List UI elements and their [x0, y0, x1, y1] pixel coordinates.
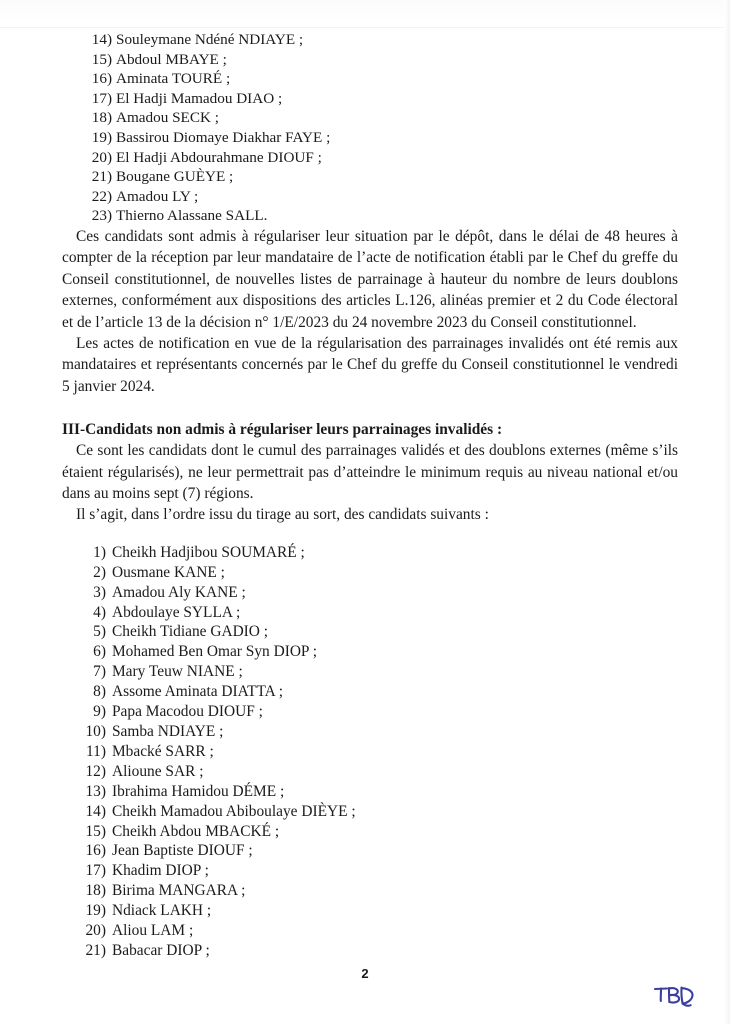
list-item: [88, 30, 678, 50]
list-item-number: 16): [85, 842, 106, 860]
list-item: [80, 662, 678, 682]
list-item-name: Cheikh Abdou MBACKÉ ;: [112, 822, 280, 840]
list-item: [80, 742, 678, 762]
list-item: [80, 563, 678, 583]
list-item-number: 18): [85, 882, 106, 900]
list-item-number: 3): [93, 583, 106, 601]
list-item-name: Souleymane Ndéné NDIAYE ;: [116, 31, 304, 48]
list-item: [80, 543, 678, 563]
list-item-number: 10): [85, 722, 106, 740]
list-item-name: Thierno Alassane SALL.: [116, 207, 268, 225]
list-item-name: Bougane GUÈYE ;: [116, 168, 234, 186]
list-item-name: Samba NDIAYE ;: [112, 722, 224, 740]
list-item-number: 13): [85, 782, 106, 800]
list-item-name: Abdoul MBAYE ;: [116, 50, 227, 68]
list-item: [80, 782, 678, 802]
list-item-number: 23): [91, 207, 112, 225]
list-item-name: Mary Teuw NIANE ;: [112, 663, 243, 681]
list-item: [80, 583, 678, 603]
list-item: [80, 603, 678, 623]
list-item-number: 15): [85, 822, 106, 840]
list-item-name: Amadou SECK ;: [116, 109, 219, 127]
list-item-number: 20): [85, 922, 106, 940]
list-item-name: Papa Macodou DIOUF ;: [112, 703, 263, 721]
list-item-name: Alioune SAR ;: [112, 762, 204, 780]
list-item-name: Cheikh Hadjibou SOUMARÉ ;: [112, 543, 305, 561]
list-item-number: 19): [91, 128, 112, 146]
list-item-name: Aliou LAM ;: [112, 922, 194, 940]
list-item: [80, 622, 678, 642]
page-number: 2: [361, 966, 369, 981]
list-item-number: 19): [85, 902, 106, 920]
list-item: [88, 128, 678, 148]
list-item: [80, 702, 678, 722]
list-item-name: Mbacké SARR ;: [112, 742, 214, 760]
list-item-number: 15): [91, 50, 112, 68]
list-item-number: 22): [91, 187, 112, 205]
list-item-name: El Hadji Mamadou DIAO ;: [116, 89, 283, 107]
list-item-number: 1): [93, 543, 106, 561]
list-item-name: Birima MANGARA ;: [112, 882, 246, 900]
paragraph-list-intro: Il s’agit, dans l’ordre issu du tirage au sort, des candidats suivants :: [76, 506, 489, 524]
list-item-name: Jean Baptiste DIOUF ;: [112, 842, 253, 860]
paragraph-notification-acts: Les actes de notification en vue de la régularisation des parrainages invalidés ont été remis aux mandataires et représentants concernés par le Chef du greffe du Conseil constitutionnel le vendredi 5 janvier 2024.: [62, 334, 678, 395]
list-item-number: 6): [93, 643, 106, 661]
list-item-name: Babacar DIOP ;: [112, 941, 210, 959]
list-item-name: Mohamed Ben Omar Syn DIOP ;: [112, 643, 318, 661]
list-item: [88, 187, 678, 207]
list-item: [88, 89, 678, 109]
list-item-number: 17): [85, 862, 106, 880]
list-item: [88, 167, 678, 187]
paragraph-rejection-criteria: Ce sont les candidats dont le cumul des parrainages validés et des doublons externes (même s’ils étaient régularisés), ne leur permettrait pas d’atteindre le minimum requis au niveau national et/ou dans au moins sept (7) régions.: [62, 442, 678, 502]
list-item: [88, 148, 678, 168]
list-item: [88, 206, 678, 226]
list-item-name: Amadou LY ;: [116, 187, 199, 205]
list-item: [80, 881, 678, 901]
list-item-name: Bassirou Diomaye Diakhar FAYE ;: [116, 128, 331, 146]
list-item: [80, 921, 678, 941]
list-item: [80, 722, 678, 742]
list-item-name: Cheikh Tidiane GADIO ;: [112, 623, 269, 641]
list-item-number: 2): [93, 563, 106, 581]
list-item-name: Assome Aminata DIATTA ;: [112, 683, 284, 701]
list-item-number: 12): [85, 762, 106, 780]
section-heading-iii: III-Candidats non admis à régulariser leurs parrainages invalidés :: [62, 421, 503, 439]
list-item-name: Khadim DIOP ;: [112, 862, 209, 880]
list-item-name: Aminata TOURÉ ;: [116, 70, 231, 88]
list-item: [80, 941, 678, 961]
paragraph-regularisation-conditions: Ces candidats sont admis à régulariser leur situation par le dépôt, dans le délai de 48 heures à compter de la réception par leur mandataire de l’acte de notification établi par le Chef du greffe du Conseil constitutionnel, de nouvelles listes de parrainage à hauteur du nombre de leurs doublons externes, conformément aux dispositions des articles L.126, alinéas premier et 2 du Code électoral et de l’article 13 de la décision n° 1/E/2023 du 24 novembre 2023 du Conseil constitutionnel.: [62, 227, 678, 331]
list-item-number: 11): [86, 742, 106, 760]
handwritten-initials-mark: [652, 982, 704, 1012]
list-item-number: 16): [91, 70, 112, 88]
list-item-number: 14): [85, 802, 106, 820]
list-item-name: Amadou Aly KANE ;: [112, 583, 246, 601]
list-item: [80, 841, 678, 861]
list-item-number: 9): [93, 703, 106, 721]
list-item: [80, 802, 678, 822]
list-item-number: 8): [93, 683, 106, 701]
list-item-number: 5): [93, 623, 106, 641]
list-item: [80, 861, 678, 881]
list-item-name: Abdoulaye SYLLA ;: [112, 603, 241, 621]
list-item-number: 20): [91, 148, 112, 166]
list-item-number: 21): [85, 941, 106, 959]
list-item-name: Ousmane KANE ;: [112, 563, 225, 581]
candidate-list-continued: [88, 30, 678, 226]
list-item-name: Ibrahima Hamidou DÉME ;: [112, 782, 285, 800]
list-item-number: 17): [91, 89, 112, 107]
list-item: [80, 901, 678, 921]
list-item-name: Cheikh Mamadou Abiboulaye DIÈYE ;: [112, 802, 356, 820]
list-item: [88, 108, 678, 128]
list-item: [80, 682, 678, 702]
list-item-number: 4): [93, 603, 106, 621]
list-item: [80, 642, 678, 662]
list-item-number: 18): [91, 109, 112, 127]
candidate-list-rejected: [80, 543, 678, 961]
list-item: [80, 762, 678, 782]
list-item-number: 7): [93, 663, 106, 681]
list-item-name: Ndiack LAKH ;: [112, 902, 212, 920]
list-item-number: 21): [91, 168, 112, 186]
list-item-number: 14): [91, 31, 112, 48]
list-item: [80, 822, 678, 842]
list-item: [88, 50, 678, 70]
list-item: [88, 69, 678, 89]
list-item-name: El Hadji Abdourahmane DIOUF ;: [116, 148, 322, 166]
